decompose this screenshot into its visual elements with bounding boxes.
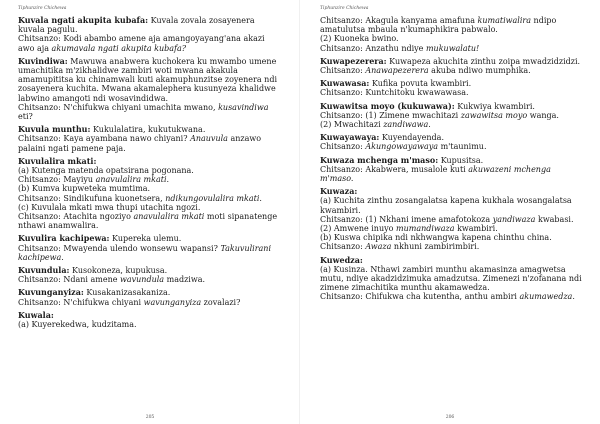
entry-line: [18, 175, 282, 184]
running-header: Tiphunzire Chichewa: [18, 6, 67, 11]
entry-text: Kuperekа ulemu.: [109, 234, 182, 244]
entry-line: [320, 16, 586, 34]
entry-line: [320, 187, 586, 196]
entry-text: Chitsanzo:: [320, 66, 366, 76]
entry-text: Chitsanzo: N'chifukwa chiyani: [18, 297, 144, 307]
entry-text: Chitsanzo: (1) Zimene mwachitazi: [320, 110, 461, 120]
entry-line: [320, 120, 586, 129]
headword: Kuvunganyiza:: [18, 287, 84, 298]
entry-line: [18, 184, 282, 193]
entry-text: Chitsanzo: N'chifukwa chiyani umachita mwano,: [18, 102, 219, 112]
dictionary-entry: [320, 16, 586, 53]
page-number: 205: [145, 415, 155, 420]
entry-line: [18, 157, 282, 166]
entry-text: madziwa.: [164, 275, 206, 285]
example-term: ndikungovulalira mkati.: [165, 193, 262, 203]
dictionary-entry: [18, 311, 282, 329]
example-term: kusavindiwa: [218, 102, 269, 112]
entry-text: eti?: [18, 112, 33, 122]
entry-line: [18, 244, 282, 262]
entry-list: [18, 16, 282, 329]
headword: Kuwala:: [18, 309, 54, 320]
entry-line: [18, 34, 282, 52]
dictionary-entry: [320, 156, 586, 184]
right-page: [300, 0, 600, 424]
entry-text: Chitsanzo: Mwayenda ulendo wonsewu wapansi?: [18, 243, 221, 253]
headword: Kuvala ngati akupita kubafa:: [18, 15, 149, 25]
entry-line: [18, 275, 282, 284]
entry-line: [320, 34, 586, 43]
headword: Kuvulira kachipewa:: [18, 233, 110, 244]
entry-line: [320, 88, 586, 97]
example-term: Anawapezerera: [365, 66, 429, 76]
example-term: anavulalira mkati.: [95, 175, 170, 185]
entry-text: Chitsanzo:: [320, 242, 366, 252]
entry-text: Mawuwa anabwera kuchokera ku mwambo umene umachitika m'zikhalidwe zambiri woti mwana akakula amamupititsa ku chinamwali kuti akamuphunzitse zoyenera ndi zosayenera kuchita. Mwana akamalephera kusunyeza khalidwe labwino amangoti ndi wosavindidwa.: [18, 56, 277, 103]
headword: Kuvindiwa:: [18, 55, 68, 66]
entry-text: (a) Kusinza. Nthawi zambiri munthu akamasinza amagwetsa mutu, ndiye akadzidzimuka amadzutsa. Zimenezi n'zofanana ndi zimene zimachitika munthu akamawedza.: [320, 264, 582, 293]
entry-line: [18, 203, 282, 212]
dictionary-entry: [320, 187, 586, 251]
example-term: yandiwaza: [492, 214, 536, 224]
headword: Kuvulalira mkati:: [18, 155, 97, 166]
entry-text: Kuyendayenda.: [379, 133, 444, 143]
entry-text: kwabasi. (2) Amwene inuyo: [320, 214, 574, 234]
example-term: Akungowayawaya: [365, 142, 439, 152]
entry-text: Chitsanzo: Ndani amene: [18, 275, 121, 285]
page-number: 206: [445, 415, 455, 420]
entry-line: [320, 66, 586, 75]
entry-line: [320, 111, 586, 120]
entry-text: (c) Kuvulala mkati mwa thupi utachita ngozi.: [18, 202, 201, 212]
entry-line: [320, 102, 586, 111]
dictionary-entry: [320, 133, 586, 151]
entry-text: Chitsanzo: Akabwera, musalole kuti: [320, 164, 469, 174]
entry-line: [320, 233, 586, 242]
entry-line: [320, 44, 586, 53]
entry-line: [18, 320, 282, 329]
entry-text: Kuwapeza akuchita zinthu zoipa mwadzidzidzi.: [386, 56, 581, 66]
entry-line: [18, 298, 282, 307]
entry-text: Kusokoneza, kupukusa.: [69, 266, 168, 276]
dictionary-entry: [18, 57, 282, 121]
headword: Kuwaza:: [320, 186, 358, 197]
entry-line: [320, 57, 586, 66]
example-term: mumandiwaza: [396, 224, 455, 234]
entry-text: (a) Kuyerekedwa, kudzitama.: [18, 320, 137, 330]
entry-line: [18, 57, 282, 103]
entry-line: [18, 234, 282, 243]
entry-line: [320, 265, 586, 293]
entry-line: [18, 266, 282, 275]
entry-text: Chitsanzo: Kodi abambo amene aja amangoyayang'ana akazi awo aja: [18, 34, 265, 53]
entry-line: [320, 133, 586, 142]
entry-line: [320, 292, 586, 301]
entry-text: Kufika povuta kwambiri.: [369, 79, 472, 89]
entry-text: Kuvala zovala zosayenera kuvala pagulu.: [18, 16, 255, 35]
running-header: Tiphunzire Chichewa: [320, 6, 369, 11]
example-term: Anauvula: [190, 134, 228, 144]
example-term: Awaza: [365, 242, 392, 252]
entry-line: [18, 125, 282, 134]
entry-text: zovalazi?: [201, 297, 241, 307]
entry-text: Chitsanzo: Anzathu ndiye: [320, 43, 426, 53]
entry-line: [18, 288, 282, 297]
entry-line: [18, 103, 282, 121]
entry-list: [320, 16, 586, 302]
example-term: akumavala ngati akupita kubafa?: [51, 43, 187, 53]
entry-text: akuba ndiwo mumphika.: [428, 66, 531, 76]
entry-text: Chitsanzo: (1) Nkhani imene amafotokoza: [320, 214, 493, 224]
example-term: wavunganyiza: [143, 297, 202, 307]
dictionary-entry: [18, 266, 282, 284]
entry-text: Kukwiya kwambiri.: [454, 101, 535, 111]
dictionary-entry: [320, 79, 586, 97]
example-term: Takuvulirani kachipewa.: [18, 243, 272, 262]
entry-text: moti sipanatenge nthawi anamwalira.: [18, 212, 278, 231]
entry-text: Chitsanzo: Akagula kanyama amafuna: [320, 16, 478, 25]
dictionary-entry: [320, 102, 586, 130]
dictionary-entry: [320, 57, 586, 75]
entry-text: wanga.: [527, 110, 559, 120]
entry-text: Kusakanizasakaniza.: [83, 288, 171, 298]
entry-text: Chitsanzo: Sindikufuna kuonetsera,: [18, 193, 166, 203]
dictionary-entry: [18, 125, 282, 153]
entry-line: [320, 196, 586, 214]
headword: Kuvula munthu:: [18, 124, 91, 135]
entry-line: [320, 165, 586, 183]
entry-line: [320, 242, 586, 251]
entry-line: [18, 16, 282, 34]
headword: Kuwawasa:: [320, 78, 370, 89]
entry-text: nkhuni zambirimbiri.: [391, 242, 480, 252]
entry-line: [320, 156, 586, 165]
dictionary-entry: [18, 234, 282, 262]
entry-text: ndipo amatulutsa mbaula n'kumaphikira pabwalo.: [320, 16, 557, 35]
headword: Kuvundula:: [18, 265, 70, 276]
example-term: wavundula: [120, 275, 165, 285]
headword: Kuwayawaya:: [320, 132, 380, 143]
entry-text: Chitsanzo:: [320, 142, 366, 152]
dictionary-entry: [18, 288, 282, 306]
dictionary-entry: [18, 157, 282, 231]
entry-text: (a) Kuchita zinthu zosangalatsa kapena kukhala wosangalatsa kwambiri.: [320, 196, 572, 215]
entry-line: [320, 142, 586, 151]
entry-text: Chitsanzo: Chifukwa cha kutentha, anthu ambiri: [320, 292, 520, 302]
entry-text: Chitsanzo: Atachita ngoziyo: [18, 212, 134, 222]
entry-line: [18, 166, 282, 175]
example-term: akumawedza.: [519, 292, 575, 302]
dictionary-entry: [18, 16, 282, 53]
entry-text: Kupusitsa.: [438, 155, 484, 165]
dictionary-entry: [320, 256, 586, 302]
entry-text: (2) Mwachitazi: [320, 120, 384, 130]
example-term: kumatiwalira: [477, 16, 532, 25]
example-term: akuwazeni mchenga m'maso.: [320, 164, 551, 184]
headword: Kuwapezerera:: [320, 55, 387, 66]
entry-line: [18, 212, 282, 230]
example-term: mukuwalatu!: [425, 43, 480, 53]
headword: Kuwawitsa moyo (kukuwawa):: [320, 100, 455, 111]
entry-line: [18, 311, 282, 320]
entry-text: (b) Kuswa chipika ndi nkhwangwa kapena chinthu china.: [320, 233, 552, 243]
example-term: zandiwawa.: [383, 120, 431, 130]
entry-text: Chitsanzo: Kuntchitoku kwawawasa.: [320, 88, 469, 98]
example-term: zawawitsa moyo: [460, 110, 528, 120]
entry-line: [320, 256, 586, 265]
entry-line: [18, 194, 282, 203]
entry-text: Chitsanzo: Kaya ayambana nawo chiyani?: [18, 134, 191, 144]
entry-text: m'taunimu.: [438, 142, 487, 152]
entry-text: (2) Kuoneka bwino.: [320, 34, 399, 44]
entry-text: anzawo palaini ngati pamene paja.: [18, 134, 262, 153]
headword: Kuwedza:: [320, 254, 363, 265]
example-term: anavulalira mkati: [133, 212, 205, 222]
entry-text: (a) Kutenga matenda opatsirana pogonana.: [18, 166, 194, 176]
entry-line: [18, 134, 282, 152]
entry-text: (b) Kumva kupweteka mumtima.: [18, 184, 151, 194]
entry-line: [320, 215, 586, 233]
entry-text: kwambiri.: [454, 224, 498, 234]
entry-text: Chitsanzo: Mayiyu: [18, 175, 96, 185]
entry-line: [320, 79, 586, 88]
headword: Kuwaza mchenga m'maso:: [320, 154, 439, 165]
entry-text: Kukulalatira, kukutukwana.: [90, 125, 206, 135]
